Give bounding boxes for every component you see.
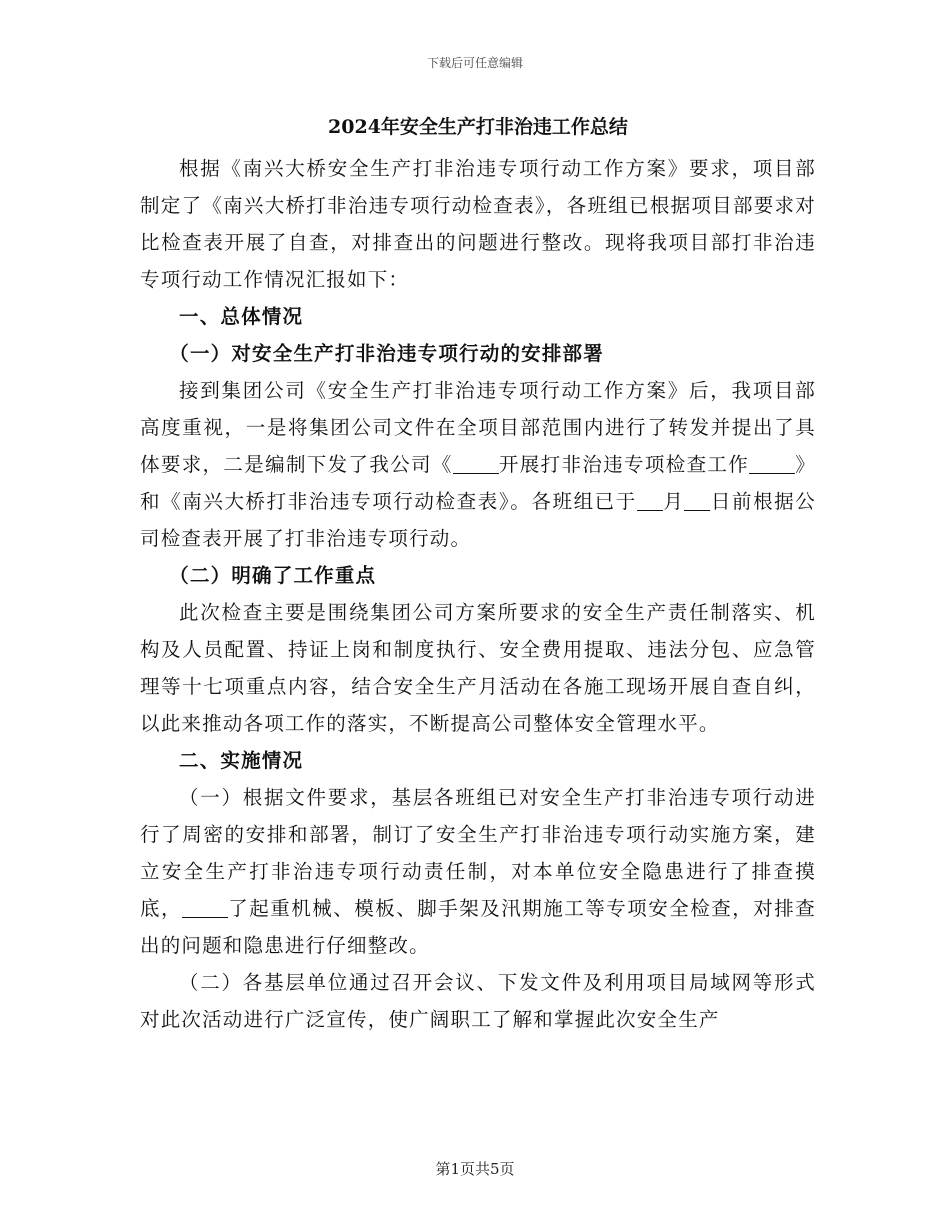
fill-blank [684, 491, 710, 512]
section-heading-1: 一、总体情况 [179, 305, 304, 328]
document-title: 2024年安全生产打非治违工作总结 [328, 116, 628, 138]
text-run: （一）根据文件要求，基层各班组已对安全生产打非治违专项行动进行了周密的安排和部署，制订了安全生产打非治违专项行动实施方案，建立安全生产打非治违专项行动责任制，对本单位安全隐患进行了排查摸底， [140, 786, 816, 920]
fill-blank [749, 454, 795, 475]
paragraph-key-points: 此次检查主要是围绕集团公司方案所要求的安全生产责任制落实、机构及人员配置、持证上岗和制度执行、安全费用提取、违法分包、应急管理等十七项重点内容，结合安全生产月活动在各施工现场开展自查自纠，以此来推动各项工作的落实，不断提高公司整体安全管理水平。 [140, 601, 816, 735]
text-run: 了起重机械、模板、脚手架及汛期施工等专项安全检查，对排查出的问题和隐患进行仔细整改。 [140, 897, 816, 957]
fill-blank [182, 898, 228, 919]
text-run: 》和《南兴大桥打非治违专项行动检查表》。各班组已于 [140, 453, 816, 513]
paragraph-deployment [140, 372, 816, 557]
fill-blank [637, 491, 663, 512]
subsection-heading-1-2: （二）明确了工作重点 [169, 564, 377, 587]
fill-blank [453, 454, 499, 475]
text-run: 月 [662, 490, 685, 513]
text-run: 日前根据公司检查表开展了打非治违专项行动。 [140, 490, 816, 550]
paragraph-implementation-1 [140, 779, 816, 964]
intro-paragraph: 根据《南兴大桥安全生产打非治违专项行动工作方案》要求，项目部制定了《南兴大桥打非治违专项行动检查表》，各班组已根据项目部要求对比检查表开展了自查，对排查出的问题进行整改。现将我项目部打非治违专项行动工作情况汇报如下： [140, 157, 816, 291]
text-run: 接到集团公司《安全生产打非治违专项行动工作方案》后，我项目部高度重视，一是将集团公司文件在全项目部范围内进行了转发并提出了具体要求，二是编制下发了我公司《 [140, 379, 816, 476]
subsection-heading-1-1: （一）对安全生产打非治违专项行动的安排部署 [169, 342, 604, 365]
document-body [140, 110, 816, 1038]
paragraph-implementation-2: （二）各基层单位通过召开会议、下发文件及利用项目局域网等形式对此次活动进行广泛宣传，使广阔职工了解和掌握此次安全生产 [140, 971, 816, 1031]
page-header: 下载后可任意编辑 [426, 56, 523, 70]
page-footer: 第1页共5页 [435, 1160, 515, 1178]
text-run: 开展打非治违专项检查工作 [498, 453, 750, 476]
section-heading-2: 二、实施情况 [179, 749, 304, 772]
